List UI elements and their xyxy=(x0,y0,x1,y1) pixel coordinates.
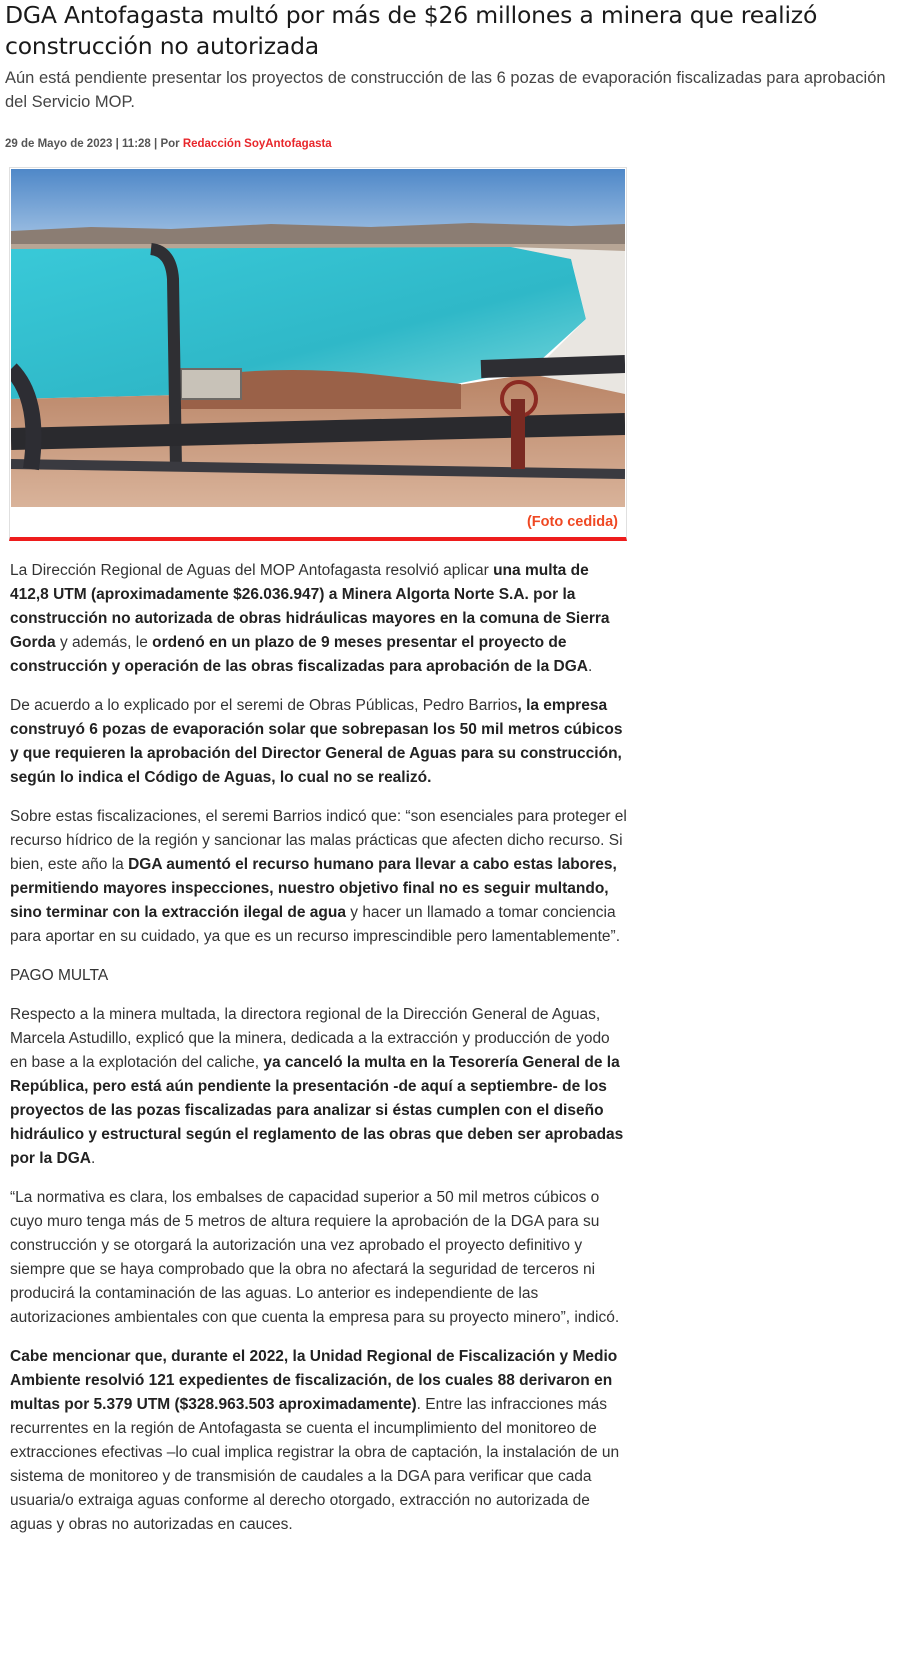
article-time: 11:28 xyxy=(122,138,151,150)
paragraph xyxy=(10,1003,630,1171)
paragraph-bold: Cabe mencionar que, durante el 2022, la Unidad Regional de Fiscalización y Medio Ambiente resolvió 121 expedientes de fiscalización, de los cuales 88 derivaron en multas por 5.379 UTM ($328.963.503 aproximadamente) xyxy=(10,1348,618,1413)
paragraph-text: . xyxy=(588,658,593,675)
article-subtitle: Aún está pendiente presentar los proyectos de construcción de las 6 pozas de evaporación fiscalizadas para aprobación del Servicio MOP. xyxy=(5,69,886,111)
paragraph xyxy=(10,805,630,949)
article-body xyxy=(10,559,630,1552)
paragraph-text: Respecto a la minera multada, la directora regional de la Dirección General de Aguas, Marcela Astudillo, explicó que la minera, dedicada a la extracción y producción de yodo en base a la explotación del caliche, xyxy=(10,1006,610,1071)
byline-label: Por xyxy=(160,138,180,150)
paragraph-bold: ordenó en un plazo de 9 meses presentar el proyecto de construcción y operación de las obras fiscalizadas para aprobación de la DGA xyxy=(10,634,588,675)
paragraph-bold: una multa de 412,8 UTM (aproximadamente $26.036.947) a Minera Algorta Norte S.A. por la construcción no autorizada de obras hidráulicas mayores en la comuna de Sierra Gorda xyxy=(10,562,610,651)
paragraph xyxy=(10,559,630,679)
article-figure xyxy=(9,167,627,541)
paragraph-text: y además, le xyxy=(55,634,153,651)
paragraph xyxy=(10,694,630,790)
meta-separator: | xyxy=(115,138,123,150)
paragraph-bold: DGA aumentó el recurso humano para llevar a cabo estas labores, permitiendo mayores inspecciones, nuestro objetivo final no es seguir multando, sino terminar con la extracción ilegal de agua xyxy=(10,856,617,921)
article-meta xyxy=(5,138,332,150)
article-title: DGA Antofagasta multó por más de $26 millones a minera que realizó construcción no autorizada xyxy=(5,1,818,60)
meta-separator: | xyxy=(154,138,161,150)
paragraph-text: De acuerdo a lo explicado por el seremi de Obras Públicas, Pedro Barrios xyxy=(10,697,518,714)
author-link[interactable]: Redacción SoyAntofagasta xyxy=(182,138,332,150)
photo-caption: (Foto cedida) xyxy=(526,514,618,530)
paragraph-bold: , la empresa construyó 6 pozas de evaporación solar que sobrepasan los 50 mil metros cúbicos y que requieren la aprobación del Director General de Aguas para su construcción, según lo indica el Código de Aguas, lo cual no se realizó. xyxy=(10,697,623,786)
paragraph-text: . Entre las infracciones más recurrentes en la región de Antofagasta se cuenta el incumplimiento del monitoreo de extracciones efectivas –lo cual implica registrar la obra de captación, la instalación de un sistema de monitoreo y de transmisión de caudales a la DGA para verificar que cada usuaria/o extraiga aguas conforme al derecho otorgado, extracción no autorizada de aguas y obras no autorizadas en cauces. xyxy=(10,1396,620,1533)
paragraph xyxy=(10,1345,630,1537)
paragraph-text: . xyxy=(90,1150,96,1167)
section-heading: PAGO MULTA xyxy=(10,967,109,984)
paragraph-text: y hacer un llamado a tomar conciencia para aportar en su cuidado, ya que es un recurso imprescindible pero lamentablemente”. xyxy=(10,904,621,945)
article-photo xyxy=(11,169,625,507)
article-date: 29 de Mayo de 2023 xyxy=(5,138,113,150)
paragraph-text: Sobre estas fiscalizaciones, el seremi Barrios indicó que: “son esenciales para proteger el recurso hídrico de la región y sancionar las malas prácticas que afecten dicho recurso. Si bien, este año la xyxy=(10,808,627,873)
paragraph-text: La Dirección Regional de Aguas del MOP Antofagasta resolvió aplicar xyxy=(10,562,494,579)
paragraph: “La normativa es clara, los embalses de capacidad superior a 50 mil metros cúbicos o cuyo muro tenga más de 5 metros de altura requiere la aprobación de la DGA para su construcción y se otorgará la autorización una vez aprobado el proyecto definitivo y siempre que se haya comprobado que la obra no afectará la seguridad de terceros ni producirá la contaminación de las aguas. Lo anterior es independiente de las autorizaciones ambientales con que cuenta la empresa para su proyecto minero”, indicó. xyxy=(10,1189,620,1326)
paragraph-bold: ya canceló la multa en la Tesorería General de la República, pero está aún pendiente la presentación -de aquí a septiembre- de los proyectos de las pozas fiscalizadas para analizar si éstas cumplen con el diseño hidráulico y estructural según el reglamento de las obras que deben ser aprobadas por la DGA xyxy=(10,1054,624,1167)
